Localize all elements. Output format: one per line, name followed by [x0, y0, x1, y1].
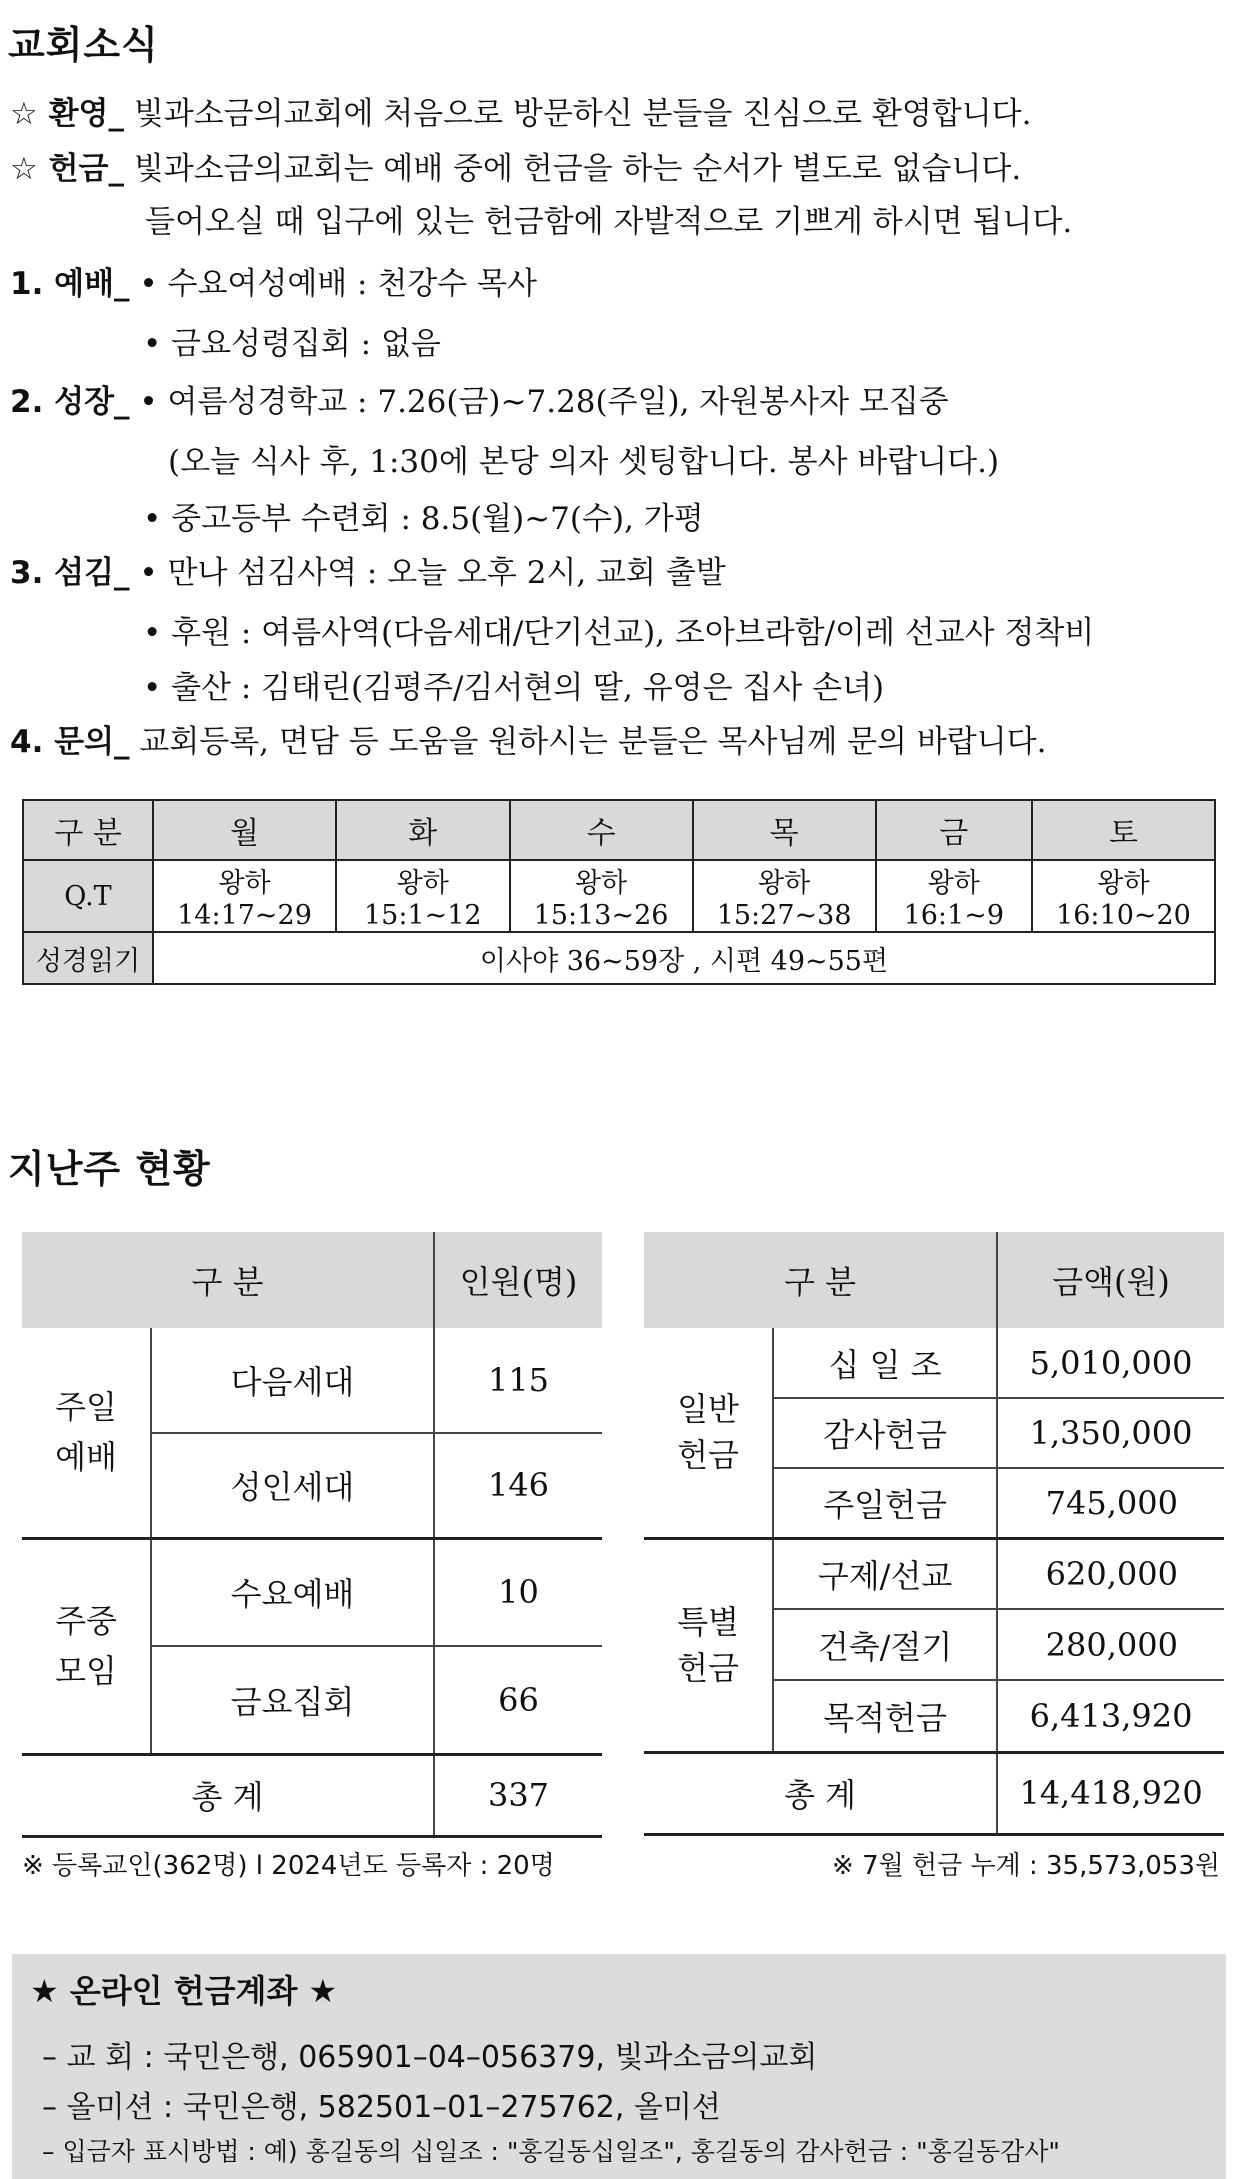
growth-item-1: • 여름성경학교 : 7.26(금)~7.28(주일), 자원봉사자 모집중: [139, 384, 949, 420]
serve-notice: [10, 551, 726, 595]
attendance-table: [22, 1232, 602, 1838]
online-account-box: [12, 1954, 1226, 2179]
offering-row-value: 1,350,000: [997, 1398, 1224, 1468]
reading-cell: 이사야 36~59장 , 시편 49~55편: [153, 932, 1215, 984]
qt-cell: 왕하 15:1~12: [336, 860, 509, 932]
attendance-group-weekday: 주중 모임: [22, 1538, 151, 1754]
offering-text-2: 들어오실 때 입구에 있는 헌금함에 자발적으로 기쁘게 하시면 됩니다.: [145, 204, 1073, 240]
reading-label: 성경읽기: [23, 932, 153, 984]
growth-item-1b: (오늘 식사 후, 1:30에 본당 의자 셋팅합니다. 봉사 바랍니다.): [168, 444, 1000, 480]
offering-text-1: 빛과소금의교회는 예배 중에 헌금을 하는 순서가 별도로 없습니다.: [133, 151, 1022, 187]
schedule-header-row: [23, 800, 1215, 860]
welcome-head: ☆ 환영_: [10, 96, 124, 132]
qt-cell: 왕하15:27~38: [693, 860, 876, 932]
inquiry-head: 4. 문의_: [10, 724, 130, 760]
worship-notice: [10, 262, 537, 306]
offering-table: [644, 1232, 1224, 1836]
attendance-header-count: 인원(명): [434, 1232, 602, 1328]
account-church: – 교 회 : 국민은행, 065901–04–056379, 빛과소금의교회: [42, 2040, 818, 2075]
qt-cell: 왕하14:17~29: [153, 860, 336, 932]
offering-row-value: 620,000: [997, 1538, 1224, 1609]
reading-row: [23, 932, 1215, 984]
depositor-guide: – 입금자 표시방법 : 예) 홍길동의 십일조 : "홍길동십일조", 홍길동의 감사헌금 : "홍길동감사": [42, 2137, 1060, 2166]
serve-head: 3. 섬김_: [10, 555, 130, 591]
growth-head: 2. 성장_: [10, 384, 130, 420]
news-title: 교회소식: [8, 23, 159, 67]
offering-total-label: 총 계: [644, 1752, 997, 1834]
growth-item-2: • 중고등부 수련회 : 8.5(월)~7(수), 가평: [143, 501, 704, 537]
attendance-row-value: 10: [434, 1538, 602, 1646]
offering-row-label: 건축/절기: [773, 1609, 997, 1680]
schedule-header-cell: 구 분: [23, 800, 153, 860]
inquiry-notice: [10, 720, 1046, 764]
attendance-row-label: 수요예배: [151, 1538, 434, 1646]
offering-group-special: 특별 헌금: [644, 1538, 773, 1752]
serve-item-3: • 출산 : 김태린(김평주/김서현의 딸, 유영은 집사 손녀): [143, 670, 885, 706]
attendance-row-label: 금요집회: [151, 1646, 434, 1754]
offering-total-value: 14,418,920: [997, 1752, 1224, 1834]
schedule-header-cell: 수: [510, 800, 693, 860]
qt-label: Q.T: [23, 860, 153, 932]
attendance-row-value: 66: [434, 1646, 602, 1754]
offering-row-label: 목적헌금: [773, 1680, 997, 1752]
offering-head: ☆ 헌금_: [10, 151, 124, 187]
qt-cell: 왕하 16:1~9: [876, 860, 1032, 932]
attendance-row-label: 성인세대: [151, 1433, 434, 1538]
online-account-title: ★ 온라인 헌금계좌 ★: [30, 1972, 338, 2010]
schedule-header-cell: 토: [1032, 800, 1215, 860]
serve-item-1: • 만나 섬김사역 : 오늘 오후 2시, 교회 출발: [139, 555, 726, 591]
inquiry-text: 교회등록, 면담 등 도움을 원하시는 분들은 목사님께 문의 바랍니다.: [139, 724, 1047, 760]
offering-group-general: 일반 헌금: [644, 1328, 773, 1538]
welcome-notice: [10, 92, 1031, 136]
qt-row: [23, 860, 1215, 932]
serve-item-2: • 후원 : 여름사역(다음세대/단기선교), 조아브라함/이레 선교사 정착비: [143, 615, 1095, 651]
attendance-row-value: 115: [434, 1328, 602, 1433]
schedule-header-cell: 월: [153, 800, 336, 860]
offering-header-amount: 금액(원): [997, 1232, 1224, 1328]
attendance-group-sunday: 주일 예배: [22, 1328, 151, 1538]
worship-item-2: • 금요성령집회 : 없음: [143, 326, 441, 362]
attendance-row-label: 다음세대: [151, 1328, 434, 1433]
account-allmission: – 올미션 : 국민은행, 582501–01–275762, 올미션: [42, 2090, 721, 2125]
offering-header-category: 구 분: [644, 1232, 997, 1328]
schedule-header-cell: 금: [876, 800, 1032, 860]
schedule-header-cell: 목: [693, 800, 876, 860]
offering-row-value: 5,010,000: [997, 1328, 1224, 1398]
offering-row-label: 구제/선교: [773, 1538, 997, 1609]
qt-cell: 왕하15:13~26: [510, 860, 693, 932]
offering-notice: [10, 147, 1021, 191]
schedule-table: [22, 799, 1216, 985]
offering-row-label: 주일헌금: [773, 1468, 997, 1538]
attendance-total-label: 총 계: [22, 1754, 434, 1836]
schedule-header-cell: 화: [336, 800, 509, 860]
growth-notice: [10, 380, 949, 424]
attendance-total-value: 337: [434, 1754, 602, 1836]
offering-row-value: 280,000: [997, 1609, 1224, 1680]
offering-row-value: 6,413,920: [997, 1680, 1224, 1752]
attendance-row-value: 146: [434, 1433, 602, 1538]
status-title: 지난주 현황: [8, 1147, 211, 1191]
monthly-offering-note: ※ 7월 헌금 누계 : 35,573,053원: [832, 1851, 1220, 1881]
offering-row-label: 십 일 조: [773, 1328, 997, 1398]
registration-note: ※ 등록교인(362명) l 2024년도 등록자 : 20명: [22, 1851, 555, 1881]
attendance-header-category: 구 분: [22, 1232, 434, 1328]
qt-cell: 왕하16:10~20: [1032, 860, 1215, 932]
offering-row-label: 감사헌금: [773, 1398, 997, 1468]
offering-row-value: 745,000: [997, 1468, 1224, 1538]
worship-item-1: • 수요여성예배 : 천강수 목사: [139, 266, 537, 302]
welcome-text: 빛과소금의교회에 처음으로 방문하신 분들을 진심으로 환영합니다.: [133, 96, 1032, 132]
worship-head: 1. 예배_: [10, 266, 130, 302]
